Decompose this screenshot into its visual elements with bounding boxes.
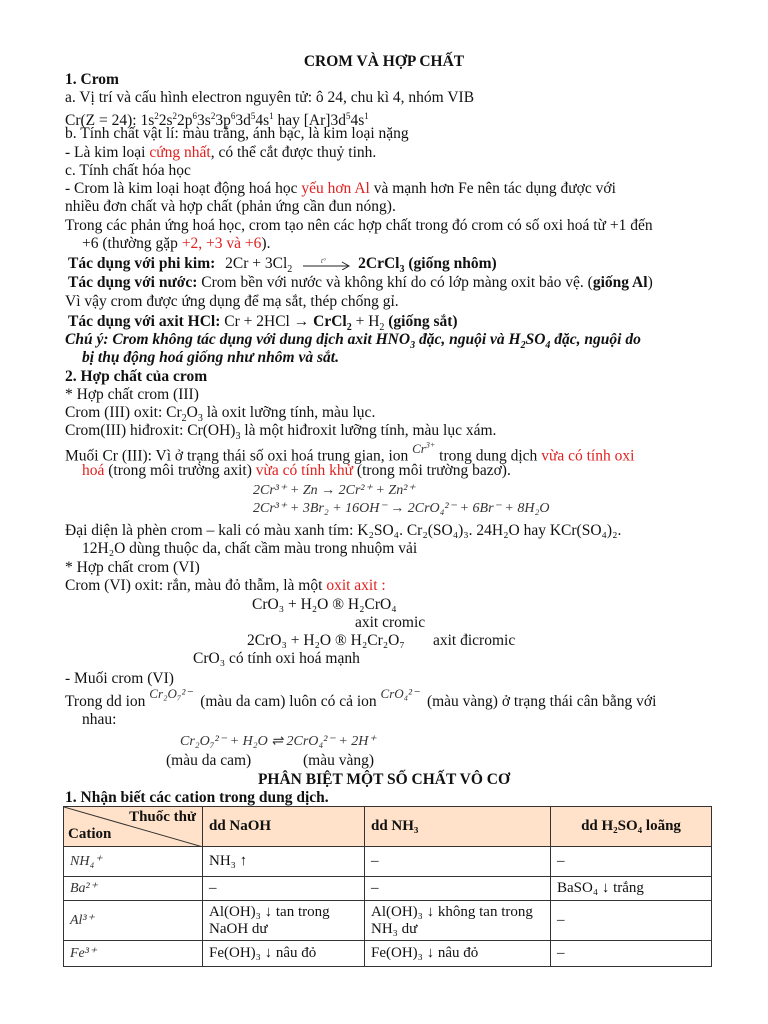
plating-line: Vì vậy crom được ứng dụng để mạ sắt, thép chống gỉ. <box>65 293 399 310</box>
salt-highlight-1: vừa có tính oxi <box>541 447 635 465</box>
table-header-row <box>64 807 712 847</box>
dichromate-ion: Cr₂O₇²⁻ <box>149 686 193 701</box>
salt-prefix: Muối Cr (III): Vì ở trạng thái số oxi hoá trung gian, ion <box>65 447 413 465</box>
salt-suffix: (trong môi trường bazơ). <box>353 462 511 479</box>
corner-reagent-label: Thuốc thử <box>129 809 196 825</box>
salt-mid-2: (trong môi trường axit) <box>104 462 256 479</box>
reaction-dicromic: 2CrO₃ + H₂O ® H₂Cr₂O₇ <box>247 632 405 649</box>
cation-table <box>63 806 712 967</box>
electron-config: Cr(Z = 24): $1s^22s^22p^63s^23p^63d^54s^1$ hay $[Ar]3d^54s^1$ <box>65 111 369 130</box>
eqm-mid: (màu da cam) luôn có cả ion <box>200 693 381 710</box>
cr6-oxide <box>65 577 386 595</box>
page-title: CROM VÀ HỢP CHẤT <box>303 53 465 70</box>
acid-label: Tác dụng với axit HCl: <box>68 313 221 330</box>
cation-cell: Fe³⁺ <box>64 941 203 967</box>
cr6-oxide-prefix: Crom (VI) oxit: rắn, màu đỏ thẫm, là một <box>65 577 327 594</box>
reactivity-highlight: yếu hơn Al <box>301 180 370 197</box>
section-compounds-heading: 2. Hợp chất của crom <box>65 368 208 385</box>
table-row <box>64 941 712 967</box>
alum-line: Đại diện là phèn crom – kali có màu xanh tím: K₂SO₄. Cr₂(SO₄)₃. 24H₂O hay KCr(SO₄)₂. <box>65 522 622 539</box>
cation-cell: NH₄⁺ <box>64 847 203 877</box>
oxstate-suffix: ). <box>261 235 271 252</box>
nonmetal-label: Tác dụng với phi kim: <box>68 255 216 272</box>
dicromic-acid-name: axit đicromic <box>433 632 516 649</box>
equation-br2: 2Cr³⁺ + 3Br₂ + 16OH⁻ → 2CrO₄²⁻ + 6Br⁻ + 8H₂O <box>253 501 550 516</box>
passivation-note-2: bị thụ động hoá giống như nhôm và sắt. <box>82 349 339 366</box>
hydroxide-prefix: Crom(III) hiđroxit: Cr(OH) <box>65 422 236 439</box>
section-title-identification: PHÂN BIỆT MỘT SỐ CHẤT VÔ CƠ <box>257 771 511 788</box>
equation-zn: 2Cr³⁺ + Zn → 2Cr²⁺ + Zn²⁺ <box>253 483 415 498</box>
hardness-prefix: - Là kim loại <box>65 144 150 161</box>
oxidation-states-line-2 <box>82 235 270 253</box>
reactivity-line <box>65 180 616 198</box>
table-corner-cell <box>64 807 203 847</box>
cromic-acid-name: axit cromic <box>355 614 426 631</box>
cr3-salt-line-2 <box>82 462 511 480</box>
reactivity-suffix: và mạnh hơn Fe nên tác dụng được với <box>369 180 616 197</box>
table-row <box>64 901 712 941</box>
water-close: ) <box>647 274 653 291</box>
h2so4-cell: – <box>551 901 712 941</box>
hardness-suffix: , có thể cắt được thuỷ tinh. <box>210 144 377 161</box>
note-part-4: đặc, nguội do <box>550 331 641 348</box>
section-crom-heading: 1. Crom <box>65 71 119 88</box>
reaction-cromic: CrO₃ + H₂O ® H₂CrO₄ <box>252 596 397 613</box>
physical-properties: b. Tính chất vật lí: màu trắng, ánh bạc, là kim loại nặng <box>65 125 409 142</box>
cr3-hydroxide: Crom(III) hiđroxit: $Cr(OH)_3$ là một hiđroxit lưỡng tính, màu lục xám. <box>65 422 497 443</box>
passivation-note: Chú ý: Crom không tác dụng với dung dịch axit $HNO_3$ đặc, nguội và $H_2SO_4$ đặc, nguội do <box>65 331 641 352</box>
equilibrium-line <box>65 686 657 711</box>
cro3-oxidizer: CrO₃ có tính oxi hoá mạnh <box>193 650 360 667</box>
water-label: Tác dụng với nước: <box>68 274 198 291</box>
header-h2so4: dd H₂SO₄ loãng <box>551 807 712 847</box>
cation-cell: Ba²⁺ <box>64 877 203 901</box>
table-row <box>64 877 712 901</box>
nonmetal-equation: 2Cr + 3Cl <box>225 255 288 272</box>
cr3-oxide-prefix: Crom (III) oxit: Cr <box>65 404 182 421</box>
nh3-cell: – <box>365 847 551 877</box>
note-part-1: Chú ý: Crom không tác dụng với dung dịch axit HNO <box>65 331 411 348</box>
salt-highlight-2: hoá <box>82 462 105 479</box>
h2so4-cell: – <box>551 847 712 877</box>
reaction-water <box>68 274 653 292</box>
cr3-oxide: Crom (III) oxit: $Cr_2O_3$ là oxit lưỡng tính, màu lục. <box>65 404 376 425</box>
label-orange: (màu da cam) <box>166 752 252 769</box>
oxstate-highlight: +2, +3 và +6 <box>181 235 262 252</box>
cation-cell: Al³⁺ <box>64 901 203 941</box>
svg-text:t°: t° <box>321 258 326 266</box>
eqm-suffix: (màu vàng) ở trạng thái cân bằng với <box>426 693 657 710</box>
config-prefix: Cr(Z = 24): 1s <box>65 112 155 130</box>
acid-note: (giống sắt) <box>384 313 458 330</box>
equilibrium-equation: Cr₂O₇²⁻ + H₂O ⇌ 2CrO₄²⁻ + 2H⁺ <box>180 734 376 749</box>
header-nh3: dd NH₃ <box>365 807 551 847</box>
chromate-ion: CrO₄²⁻ <box>380 686 419 701</box>
oxidation-states-line: Trong các phản ứng hoá học, crom tạo nên các hợp chất trong đó crom có số oxi hoá từ +1 đến <box>65 217 653 234</box>
cation-identification-heading: 1. Nhận biết các cation trong dung dịch. <box>65 789 329 806</box>
cr6-salt-heading: - Muối crom (VI) <box>65 670 174 687</box>
cr3-heading: * Hợp chất crom (III) <box>65 386 199 403</box>
table-row <box>64 847 712 877</box>
cr6-heading: * Hợp chất crom (VI) <box>65 559 200 576</box>
note-part-3: SO <box>525 331 546 348</box>
nonmetal-product: 2CrCl <box>358 255 400 272</box>
hardness-highlight: cứng nhất <box>149 144 211 161</box>
equilibrium-line-2: nhau: <box>82 711 117 728</box>
heat-arrow-icon <box>302 255 352 273</box>
salt-highlight-3: vừa có tính khử <box>255 462 354 479</box>
cr3-ion: Cr3+ <box>412 441 436 457</box>
hardness-line <box>65 144 376 162</box>
eqm-prefix: Trong dd ion <box>65 693 150 710</box>
naoh-cell: Fe(OH)₃ ↓ nâu đỏ <box>203 941 365 967</box>
reactivity-prefix: - Crom là kim loại hoạt động hoá học <box>65 180 302 197</box>
salt-mid: trong dung dịch <box>435 447 542 465</box>
note-part-2: đặc, nguội và H <box>415 331 521 348</box>
naoh-cell: – <box>203 877 365 901</box>
acid-equation: Cr + 2HCl → <box>220 313 314 330</box>
label-yellow: (màu vàng) <box>303 752 375 769</box>
cr6-oxide-highlight: oxit axit : <box>326 577 386 594</box>
h2so4-cell: – <box>551 941 712 967</box>
corner-cation-label: Cation <box>68 826 112 842</box>
oxstate-prefix: +6 (thường gặp <box>82 235 182 252</box>
reactivity-line-2: nhiều đơn chất và hợp chất (phản ứng cần đun nóng). <box>65 198 396 215</box>
reaction-acid: Tác dụng với axit HCl: Cr + 2HCl → CrCl$_2$ + $H_2$ (giống sắt) <box>68 313 458 334</box>
nonmetal-note: (giống nhôm) <box>404 255 497 272</box>
naoh-cell: Al(OH)₃ ↓ tan trong NaOH dư <box>203 901 365 941</box>
reaction-nonmetal: Tác dụng với phi kim: $2Cr + 3Cl_2$ t° 2CrCl$_3$ (giống nhôm) <box>68 255 497 276</box>
header-naoh: dd NaOH <box>203 807 365 847</box>
nh3-cell: Al(OH)₃ ↓ không tan trong NH₃ dư <box>365 901 551 941</box>
hydroxide-suffix: là một hiđroxit lưỡng tính, màu lục xám. <box>240 422 497 439</box>
water-text: Crom bền với nước và không khí do có lớp màng oxit bảo vệ. ( <box>197 274 593 291</box>
chemical-properties-heading: c. Tính chất hóa học <box>65 162 191 179</box>
position-line: a. Vị trí và cấu hình electron nguyên tử: ô 24, chu kì 4, nhóm VIB <box>65 89 475 106</box>
acid-h2: + H <box>351 313 380 330</box>
nh3-cell: – <box>365 877 551 901</box>
h2so4-cell: BaSO₄ ↓ trắng <box>551 877 712 901</box>
water-note: giống Al <box>592 274 648 291</box>
nh3-cell: Fe(OH)₃ ↓ nâu đỏ <box>365 941 551 967</box>
cr3-oxide-suffix: là oxit lưỡng tính, màu lục. <box>202 404 376 421</box>
alum-line-2: 12H₂O dùng thuộc da, chất cầm màu trong nhuộm vải <box>82 540 418 557</box>
config-tail: hay [Ar]3d <box>273 112 346 130</box>
naoh-cell: NH₃ ↑ <box>203 847 365 877</box>
acid-product: CrCl <box>313 313 347 330</box>
